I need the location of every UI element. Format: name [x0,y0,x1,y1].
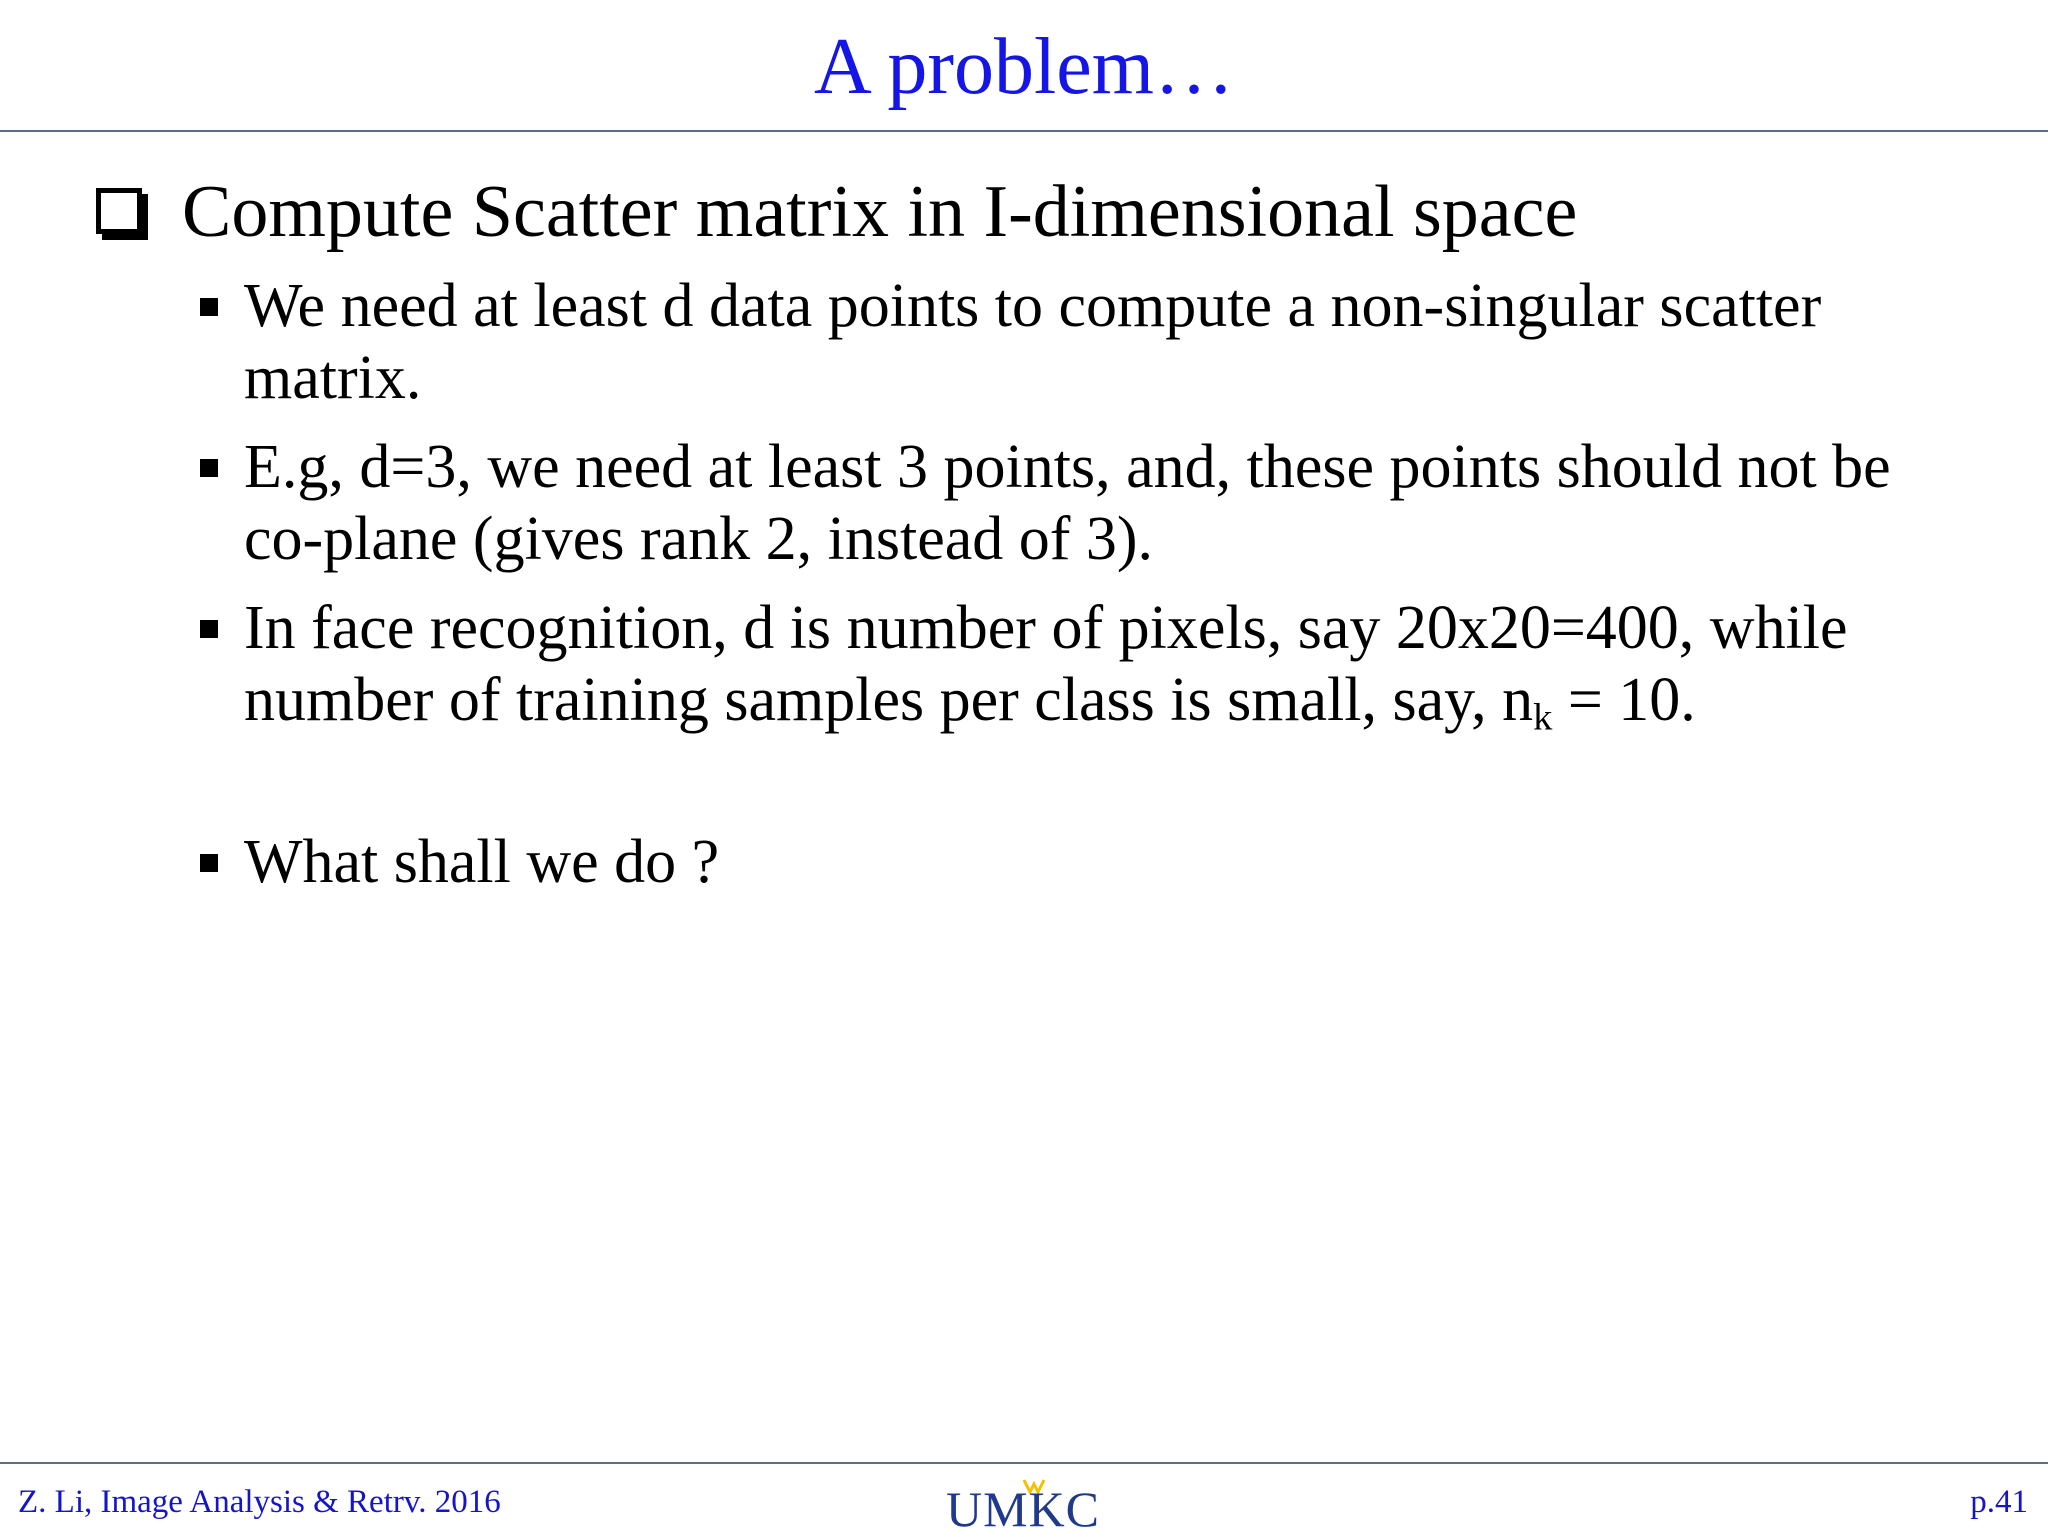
square-bullet-icon [200,854,218,872]
list-item [244,592,1964,739]
list-item-text-end: = 10. [1552,666,1696,734]
title-divider [0,130,2048,132]
list-item-text [244,592,1964,739]
square-bullet-icon [200,298,218,316]
checkbox-icon [96,188,142,234]
list-item [244,270,1964,414]
heading-text: Compute Scatter matrix in I-dimensional space [182,171,1578,253]
slide-title: A problem… [814,23,1234,111]
footer-author: Z. Li, Image Analysis & Retrv. 2016 [18,1484,501,1520]
square-bullet-icon [200,459,218,477]
list-item-text: What shall we do ? [244,828,720,896]
footer-divider [0,1462,2048,1464]
list-item-text: E.g, d=3, we need at least 3 points, and, these points should not be co-plane (gives rank 2, instead of 3). [244,433,1891,573]
list-item [244,431,1964,575]
list-item-text-main: In face recognition, d is number of pixels, say 20x20=400, while number of training samples per class is small, say, n [244,594,1848,734]
logo-text: UMKC [946,1481,1101,1537]
page-number: p.41 [1970,1484,2028,1520]
list-item-text: We need at least d data points to compute a non-singular scatter matrix. [244,272,1822,412]
square-bullet-icon [200,620,218,638]
list-item [244,826,1964,898]
subscript-k: k [1533,696,1553,739]
umkc-logo [946,1478,1101,1537]
